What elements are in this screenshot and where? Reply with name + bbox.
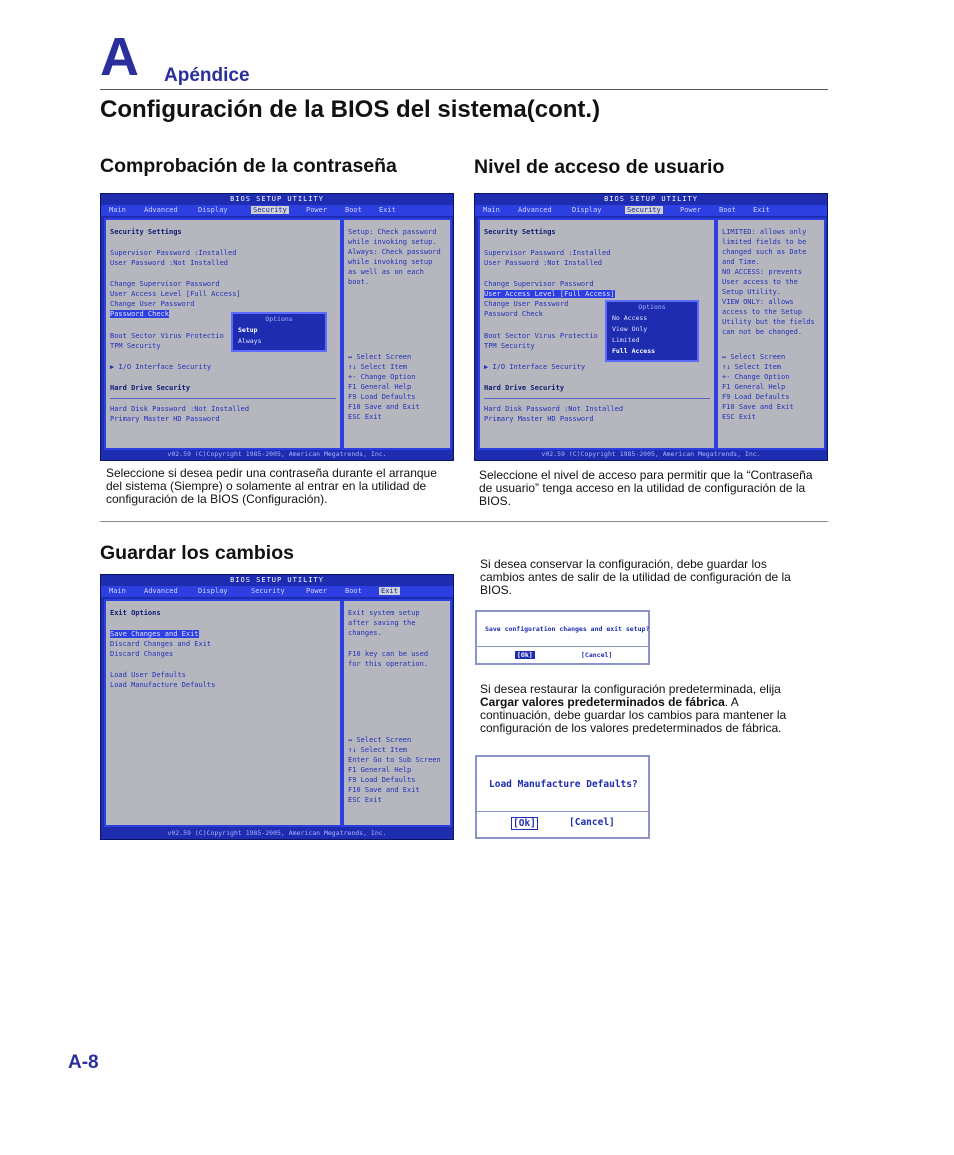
bios-line: Boot Sector Virus Protectio [110, 332, 224, 340]
bios-line: Primary Master HD Password [110, 415, 220, 423]
bios-line: User Access Level [Full Access] [110, 290, 241, 298]
bios-screen-exit [100, 574, 454, 840]
bios-key-line: F9 Load Defaults [348, 776, 416, 784]
bios-line: Hard Disk Password :Not Installed [110, 405, 250, 413]
bios-menu-bar [101, 205, 453, 216]
bios-line: Change User Password [484, 300, 569, 308]
bios-screen-password-check [100, 193, 454, 461]
bios-help-line: while invoking setup. [348, 238, 437, 246]
dialog-question: Save configuration changes and exit setup? [485, 625, 650, 633]
dialog-ok-button[interactable]: [Ok] [513, 818, 536, 829]
bios-menu-security: Security [251, 587, 285, 595]
bios-line: Hard Disk Password :Not Installed [484, 405, 624, 413]
bios-help-line: NO ACCESS: prevents [722, 268, 803, 276]
bios-line: Password Check [484, 310, 544, 318]
bios-menu-main: Main [483, 206, 500, 214]
bios-line: Exit Options [110, 609, 161, 617]
section-label: Apéndice [164, 65, 250, 86]
popup-title: Options [638, 303, 666, 311]
bios-screen-user-access [474, 193, 828, 461]
bios-menu-bar [101, 586, 453, 597]
bios-help-line: Setup: Check password [348, 228, 437, 236]
bios-line: Discard Changes [110, 650, 174, 658]
bios-key-line: +- Change Option [348, 373, 416, 381]
bios-menu-exit: Exit [753, 206, 770, 214]
bios-menu-boot: Boot [345, 206, 362, 214]
bios-help-line: LIMITED: allows only [722, 228, 807, 236]
bios-help-line: after saving the [348, 619, 416, 627]
bios-line: Change User Password [110, 300, 195, 308]
dialog-ok-button[interactable]: [Ok] [517, 651, 533, 659]
bios-line: Change Supervisor Password [110, 280, 220, 288]
popup-option-always[interactable]: Always [238, 337, 262, 345]
bios-line: ▶ I/O Interface Security [110, 363, 212, 371]
bios-help-line: F10 key can be used [348, 650, 429, 658]
bios-separator [484, 398, 710, 399]
popup-title: Options [265, 315, 293, 323]
bios-line-selected: Save Changes and Exit [110, 630, 199, 638]
bios-help-line: as well as on each [348, 268, 424, 276]
bios-line: ▶ I/O Interface Security [484, 363, 586, 371]
bios-line: User Password :Not Installed [110, 259, 229, 267]
bios-line: Supervisor Password :Installed [484, 249, 611, 257]
bios-help-line: while invoking setup [348, 258, 433, 266]
bios-menu-display: Display [198, 206, 228, 214]
bios-menu-power: Power [306, 206, 328, 214]
bios-help-line: Utility but the fields [722, 318, 815, 326]
dialog-question: Load Manufacture Defaults? [489, 779, 638, 790]
bios-line: Hard Drive Security [484, 384, 565, 392]
bios-key-line: Enter Go to Sub Screen [348, 756, 441, 764]
bios-line: Boot Sector Virus Protectio [484, 332, 598, 340]
bios-help-line: Setup Utility. [722, 288, 782, 296]
bios-menu-display: Display [572, 206, 602, 214]
bios-key-line: F1 General Help [348, 766, 412, 774]
bios-title: BIOS SETUP UTILITY [230, 195, 324, 203]
save-text: Si desea conservar la configuración, debe guardar los cambios antes de salir de la utilidad de configuración de la BIOS. [480, 557, 791, 597]
bios-line: TPM Security [484, 342, 535, 350]
bios-key-line: ESC Exit [722, 413, 756, 421]
popup-option-setup[interactable]: Setup [238, 326, 258, 334]
bios-help-line: boot. [348, 278, 370, 286]
bios-title: BIOS SETUP UTILITY [230, 576, 324, 584]
bios-menu-power: Power [680, 206, 702, 214]
dialog-separator [477, 811, 648, 812]
bios-menu-exit: Exit [381, 587, 398, 595]
bios-footer: v02.59 (C)Copyright 1985-2005, American Megatrends, Inc. [101, 829, 453, 839]
popup-option-limited[interactable]: Limited [612, 336, 640, 344]
bios-help-line: Always: Check password [348, 248, 441, 256]
page-title: Configuración de la BIOS del sistema(cont.) [100, 96, 601, 123]
bios-line-selected: User Access Level [Full Access] [484, 290, 615, 298]
defaults-text [480, 683, 810, 735]
bios-key-line: ESC Exit [348, 413, 382, 421]
bios-options-popup [231, 312, 327, 352]
bios-title: BIOS SETUP UTILITY [604, 195, 698, 203]
bios-separator [110, 398, 336, 399]
bios-line: Change Supervisor Password [484, 280, 594, 288]
bios-line: TPM Security [110, 342, 161, 350]
bios-key-line: F9 Load Defaults [348, 393, 416, 401]
bios-help-line: limited fields to be [722, 238, 807, 246]
bios-key-line: F9 Load Defaults [722, 393, 790, 401]
bios-help-line: can not be changed. [722, 328, 803, 336]
bios-menu-main: Main [109, 587, 126, 595]
section-divider [100, 521, 828, 522]
bios-line: Discard Changes and Exit [110, 640, 212, 648]
dialog-separator [477, 646, 648, 647]
bios-menu-main: Main [109, 206, 126, 214]
bios-key-line: ↑↓ Select Item [722, 363, 782, 371]
load-defaults-dialog [475, 755, 650, 839]
bios-help-line: changes. [348, 629, 382, 637]
save-confirm-dialog [475, 610, 650, 665]
bios-line-selected: Password Check [110, 310, 170, 318]
bios-help-panel [716, 218, 826, 450]
bios-key-line: ↔ Select Screen [348, 736, 412, 744]
dialog-cancel-button[interactable]: [Cancel] [581, 651, 613, 659]
bios-help-line: User access to the [722, 278, 798, 286]
bios-menu-display: Display [198, 587, 228, 595]
access-caption: Seleccione el nivel de acceso para permitir que la “Contraseña de usuario” tenga acceso en la utilidad de configuración de la BIOS. [479, 468, 813, 508]
bios-footer: v02.59 (C)Copyright 1985-2005, American Megatrends, Inc. [475, 450, 827, 460]
bios-menu-boot: Boot [719, 206, 736, 214]
password-caption: Seleccione si desea pedir una contraseña durante el arranque del sistema (Siempre) o solamente al entrar en la utilidad de configuración de la BIOS (Configuración). [106, 466, 437, 506]
password-heading: Comprobación de la contraseña [100, 155, 397, 177]
bios-key-line: ↔ Select Screen [722, 353, 786, 361]
bios-key-line: +- Change Option [722, 373, 790, 381]
bios-line: Security Settings [484, 228, 556, 236]
defaults-text-bold: Cargar valores predeterminados de fábrica [480, 695, 725, 709]
bios-key-line: F1 General Help [348, 383, 412, 391]
bios-help-line: changed such as Date [722, 248, 807, 256]
header-rule [100, 89, 828, 90]
bios-line: Load User Defaults [110, 671, 186, 679]
save-heading: Guardar los cambios [100, 542, 294, 564]
bios-line: Load Manufacture Defaults [110, 681, 216, 689]
bios-line: Primary Master HD Password [484, 415, 594, 423]
access-heading: Nivel de acceso de usuario [474, 156, 725, 178]
bios-help-line: access to the Setup [722, 308, 803, 316]
popup-option-view-only[interactable]: View Only [612, 325, 648, 333]
bios-key-line: ESC Exit [348, 796, 382, 804]
defaults-text-pre: Si desea restaurar la configuración predeterminada, elija [480, 682, 781, 696]
bios-line: User Password :Not Installed [484, 259, 603, 267]
bios-help-line: VIEW ONLY: allows [722, 298, 794, 306]
bios-key-line: F10 Save and Exit [348, 403, 420, 411]
bios-help-line: and Time. [722, 258, 760, 266]
bios-help-panel [342, 218, 452, 450]
popup-option-no-access[interactable]: No Access [612, 314, 648, 322]
bios-options-popup [605, 300, 699, 362]
popup-option-full-access[interactable]: Full Access [612, 347, 656, 355]
bios-line: Supervisor Password :Installed [110, 249, 237, 257]
defaults-text-post: . A continuación, debe guardar los cambios para mantener la configuración de los valores predeterminados de fábrica. [480, 695, 787, 735]
bios-line: Hard Drive Security [110, 384, 191, 392]
bios-key-line: ↑↓ Select Item [348, 746, 408, 754]
bios-key-line: ↑↓ Select Item [348, 363, 408, 371]
bios-menu-advanced: Advanced [518, 206, 552, 214]
bios-menu-boot: Boot [345, 587, 362, 595]
bios-menu-power: Power [306, 587, 328, 595]
bios-menu-security: Security [253, 206, 287, 214]
appendix-letter: A [100, 27, 139, 87]
bios-key-line: ↔ Select Screen [348, 353, 412, 361]
bios-help-panel [342, 599, 452, 827]
bios-key-line: F10 Save and Exit [348, 786, 420, 794]
dialog-cancel-button[interactable]: [Cancel] [569, 817, 615, 828]
bios-settings-panel [104, 599, 342, 827]
bios-menu-bar [475, 205, 827, 216]
page-number: A-8 [68, 1052, 99, 1073]
bios-help-line: Exit system setup [348, 609, 420, 617]
bios-menu-security: Security [627, 206, 661, 214]
bios-key-line: F1 General Help [722, 383, 786, 391]
bios-key-line: F10 Save and Exit [722, 403, 794, 411]
bios-menu-exit: Exit [379, 206, 396, 214]
bios-line: Security Settings [110, 228, 182, 236]
bios-menu-advanced: Advanced [144, 587, 178, 595]
bios-help-line: for this operation. [348, 660, 429, 668]
bios-footer: v02.59 (C)Copyright 1985-2005, American Megatrends, Inc. [101, 450, 453, 460]
bios-menu-advanced: Advanced [144, 206, 178, 214]
